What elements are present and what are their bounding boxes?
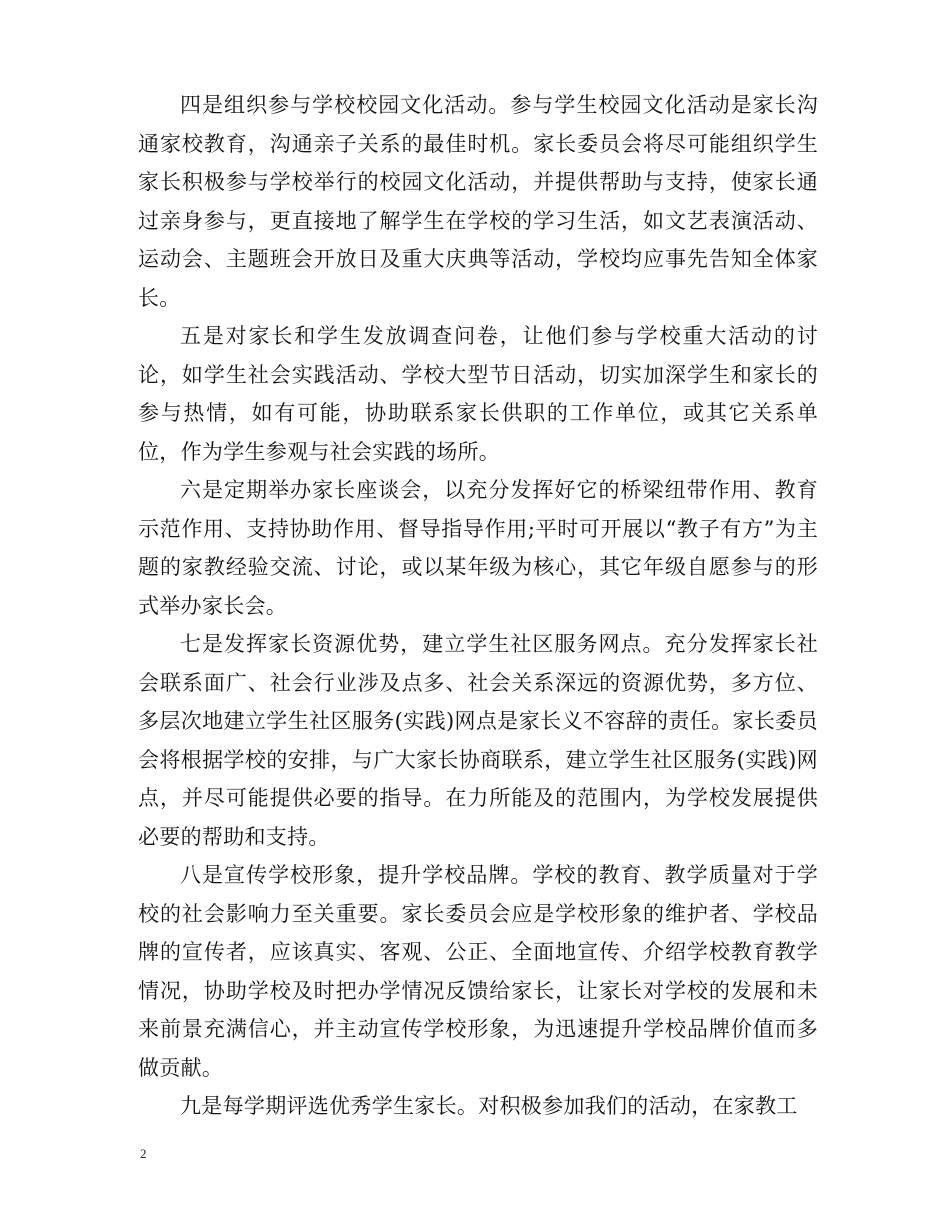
paragraph-seven: 七是发挥家长资源优势，建立学生社区服务网点。充分发挥家长社会联系面广、社会行业涉及点多、社会关系深远的资源优势，多方位、多层次地建立学生社区服务(实践)网点是家长义不容辞的责任。家长委员会将根据学校的安排，与广大家长协商联系，建立学生社区服务(实践)网点，并尽可能提供必要的指导。在力所能及的范围内，为学校发展提供必要的帮助和支持。: [138, 632, 818, 849]
document-body: [138, 86, 818, 1126]
paragraph-nine: 九是每学期评选优秀学生家长。对积极参加我们的活动，在家教工: [180, 1094, 798, 1118]
paragraph-eight: 八是宣传学校形象，提升学校品牌。学校的教育、教学质量对于学校的社会影响力至关重要。家长委员会应是学校形象的维护者、学校品牌的宣传者，应该真实、客观、公正、全面地宣传、介绍学校教育教学情况，协助学校及时把办学情况反馈给家长，让家长对学校的发展和未来前景充满信心，并主动宣传学校形象，为迅速提升学校品牌价值而多做贡献。: [138, 863, 818, 1080]
page-number: 2: [140, 1146, 147, 1161]
paragraph-six: 六是定期举办家长座谈会，以充分发挥好它的桥梁纽带作用、教育示范作用、支持协助作用、督导指导作用;平时可开展以“教子有方”为主题的家教经验交流、讨论，或以某年级为核心，其它年级自愿参与的形式举办家长会。: [138, 478, 818, 618]
paragraph-four: 四是组织参与学校校园文化活动。参与学生校园文化活动是家长沟通家校教育，沟通亲子关系的最佳时机。家长委员会将尽可能组织学生家长积极参与学校举行的校园文化活动，并提供帮助与支持，使家长通过亲身参与，更直接地了解学生在学校的学习生活，如文艺表演活动、运动会、主题班会开放日及重大庆典等活动，学校均应事先告知全体家长。: [138, 93, 818, 310]
paragraph-five: 五是对家长和学生发放调查问卷，让他们参与学校重大活动的讨论，如学生社会实践活动、学校大型节日活动，切实加深学生和家长的参与热情，如有可能，协助联系家长供职的工作单位，或其它关系单位，作为学生参观与社会实践的场所。: [138, 324, 818, 464]
